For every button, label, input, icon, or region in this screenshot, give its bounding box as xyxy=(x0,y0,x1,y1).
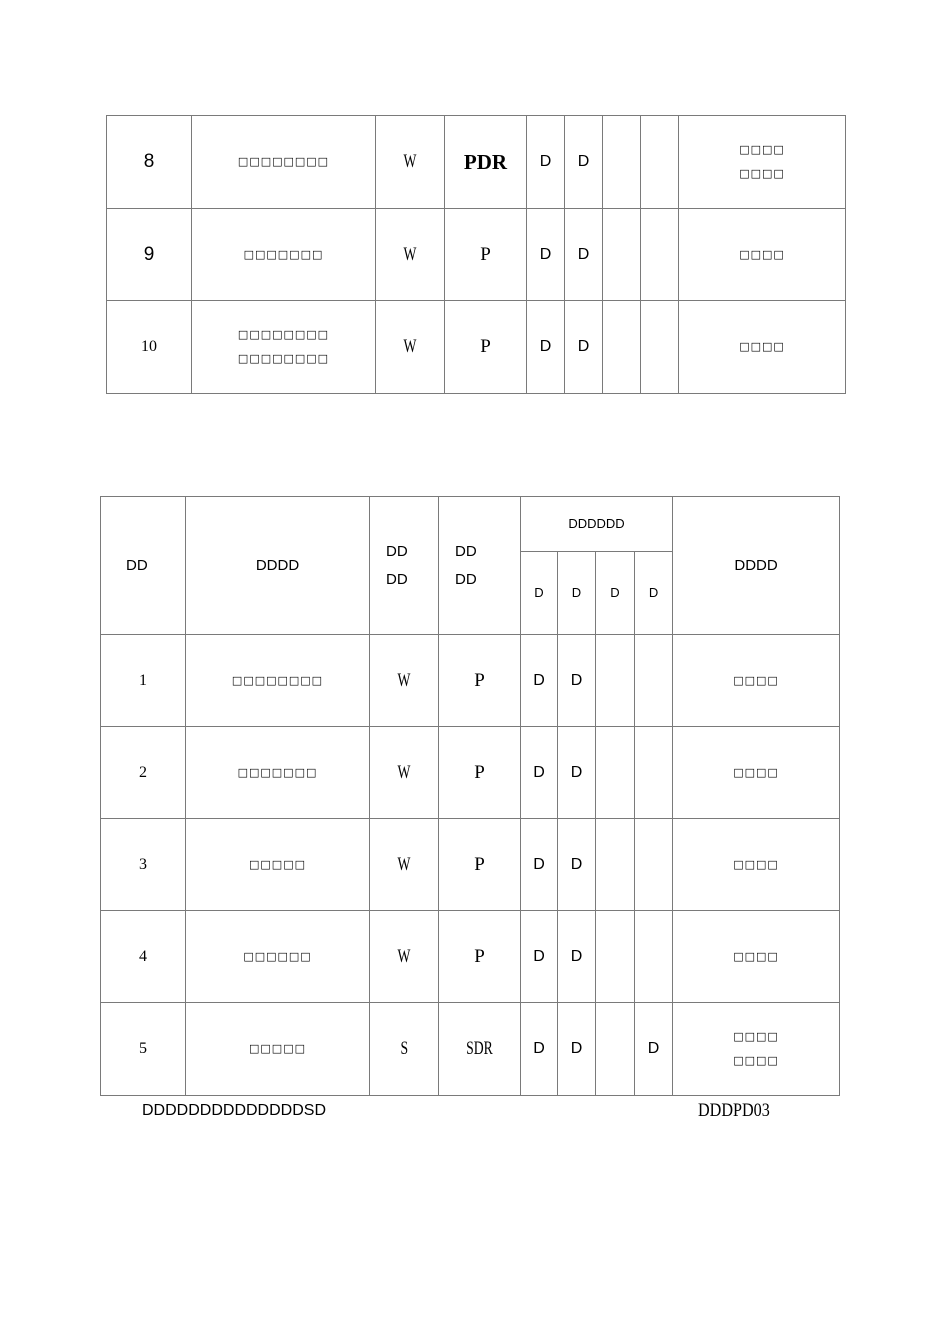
condition-cell: W xyxy=(370,635,439,727)
item-description: □□□□□□ xyxy=(186,911,370,1003)
note-cell: □□□□ □□□□ xyxy=(673,1003,840,1096)
mark-cell xyxy=(596,727,635,819)
header-note: DDDD xyxy=(673,497,840,635)
table-row xyxy=(107,209,846,301)
inspection-table-top xyxy=(106,115,846,394)
header-level: DD DD xyxy=(439,497,521,635)
mark-cell xyxy=(596,1003,635,1096)
subheader-col: D xyxy=(635,552,673,635)
mark-cell xyxy=(603,301,641,394)
row-number: 2 xyxy=(101,727,186,819)
subheader-col: D xyxy=(596,552,635,635)
footer-note: DDDDDDDDDDDDDDSD xyxy=(142,1102,326,1119)
header-condition: DD DD xyxy=(370,497,439,635)
row-number: 3 xyxy=(101,819,186,911)
header-number: DD xyxy=(101,497,186,635)
mark-cell: D xyxy=(558,635,596,727)
mark-cell xyxy=(641,209,679,301)
mark-cell: D xyxy=(558,819,596,911)
condition-cell: W xyxy=(376,209,445,301)
mark-cell: D xyxy=(521,819,558,911)
row-number: 1 xyxy=(101,635,186,727)
row-number: 4 xyxy=(101,911,186,1003)
mark-cell: D xyxy=(558,911,596,1003)
mark-cell xyxy=(635,911,673,1003)
table-row xyxy=(101,911,840,1003)
mark-cell: D xyxy=(565,301,603,394)
document-code: DDDPD03 xyxy=(698,1100,770,1121)
note-cell: □□□□ xyxy=(673,635,840,727)
item-description: □□□□□ xyxy=(186,819,370,911)
row-number: 9 xyxy=(107,209,192,301)
mark-cell: D xyxy=(521,635,558,727)
mark-cell: D xyxy=(521,1003,558,1096)
table-row xyxy=(101,1003,840,1096)
item-description: □□□□□ xyxy=(186,1003,370,1096)
item-description: □□□□□□□□ xyxy=(192,116,376,209)
table-header-row xyxy=(101,497,840,552)
table-row xyxy=(101,635,840,727)
mark-cell xyxy=(635,819,673,911)
table-row xyxy=(101,727,840,819)
note-cell: □□□□ xyxy=(673,727,840,819)
mark-cell xyxy=(603,116,641,209)
mark-cell xyxy=(603,209,641,301)
level-cell: P xyxy=(439,727,521,819)
level-cell: SDR xyxy=(439,1003,521,1096)
condition-cell: S xyxy=(370,1003,439,1096)
note-cell: □□□□ xyxy=(673,819,840,911)
condition-cell: W xyxy=(370,727,439,819)
header-group: DDDDDD xyxy=(521,497,673,552)
row-number: 8 xyxy=(107,116,192,209)
note-cell: □□□□ xyxy=(673,911,840,1003)
table-row xyxy=(101,819,840,911)
item-description: □□□□□□□□ □□□□□□□□ xyxy=(192,301,376,394)
level-cell: P xyxy=(445,209,527,301)
mark-cell xyxy=(641,116,679,209)
mark-cell: D xyxy=(527,301,565,394)
subheader-col: D xyxy=(521,552,558,635)
row-number: 5 xyxy=(101,1003,186,1096)
note-cell: □□□□ xyxy=(679,301,846,394)
table-row xyxy=(107,116,846,209)
mark-cell: D xyxy=(565,209,603,301)
subheader-col: D xyxy=(558,552,596,635)
note-cell: □□□□ xyxy=(679,209,846,301)
inspection-table-bottom xyxy=(100,496,840,1096)
mark-cell: D xyxy=(521,911,558,1003)
condition-cell: W xyxy=(370,819,439,911)
mark-cell xyxy=(596,911,635,1003)
condition-cell: W xyxy=(376,116,445,209)
mark-cell: D xyxy=(527,209,565,301)
mark-cell: D xyxy=(558,727,596,819)
condition-cell: W xyxy=(370,911,439,1003)
mark-cell: D xyxy=(521,727,558,819)
level-cell: PDR xyxy=(445,116,527,209)
level-cell: P xyxy=(439,911,521,1003)
level-cell: P xyxy=(439,635,521,727)
mark-cell: D xyxy=(635,1003,673,1096)
table-row xyxy=(107,301,846,394)
mark-cell xyxy=(641,301,679,394)
mark-cell xyxy=(596,819,635,911)
condition-cell: W xyxy=(376,301,445,394)
level-cell: P xyxy=(439,819,521,911)
item-description: □□□□□□□ xyxy=(192,209,376,301)
mark-cell: D xyxy=(565,116,603,209)
level-cell: P xyxy=(445,301,527,394)
mark-cell xyxy=(635,635,673,727)
item-description: □□□□□□□□ xyxy=(186,635,370,727)
item-description: □□□□□□□ xyxy=(186,727,370,819)
row-number: 10 xyxy=(107,301,192,394)
mark-cell: D xyxy=(558,1003,596,1096)
mark-cell: D xyxy=(527,116,565,209)
mark-cell xyxy=(596,635,635,727)
mark-cell xyxy=(635,727,673,819)
note-cell: □□□□ □□□□ xyxy=(679,116,846,209)
header-description: DDDD xyxy=(186,497,370,635)
